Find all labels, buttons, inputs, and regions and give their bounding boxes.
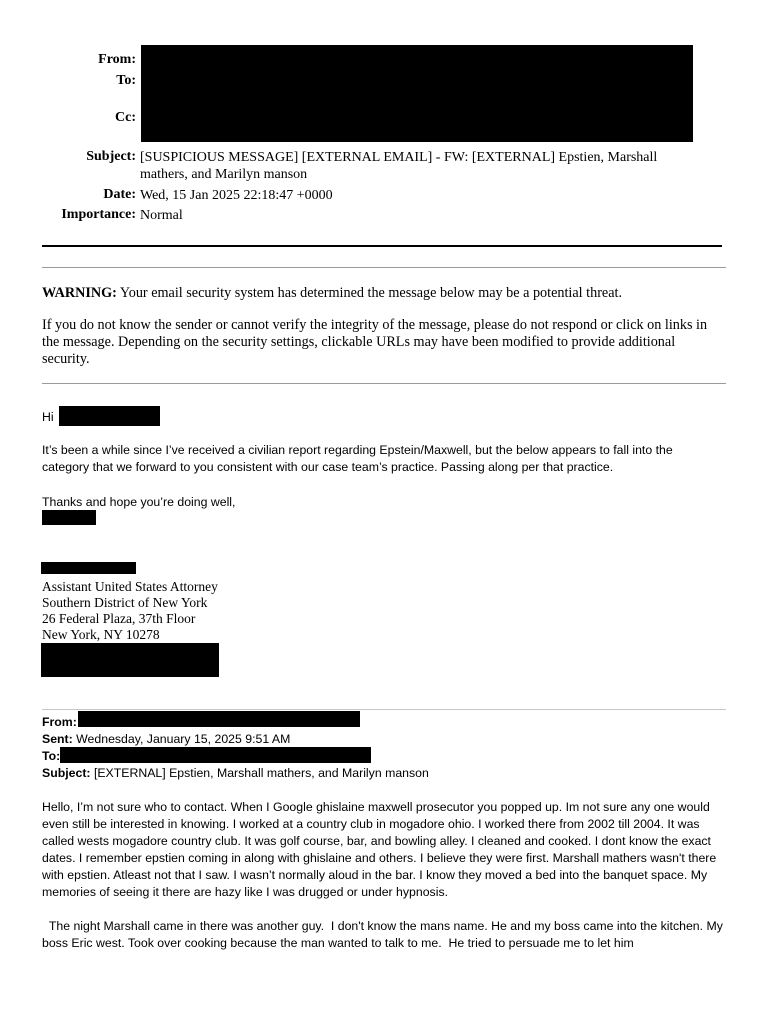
- forwarded-sent-label: Sent:: [42, 732, 73, 746]
- forwarded-sent: [42, 731, 722, 748]
- redaction-signature-name: [41, 562, 136, 574]
- forwarded-paragraph-2: The night Marshall came in there was another guy. I don't know the mans name. He and my boss came into the kitchen. My boss Eric west. Took over cooking because the man wanted to talk to me. He tried to persuade me to let him: [42, 919, 727, 950]
- forwarded-paragraph-1: Hello, I’m not sure who to contact. When I Google ghislaine maxwell prosecutor you popped up. Im not sure any one would even still be interested in knowing. I worked at a country club in mogadore ohio. I worked there from 2002 till 2004. It was called wests mogadore country club. It was golf course, bar, and bowling alley. I cleaned and cooked. I dont know the exact dates. I remember epstien coming in along with ghislaine and others. I believe they were first. Marshall mathers wasn't there with epstien. Atleast not that I saw. I wasn’t normally aloud in the bar. I know they moved a bed into the banquet space. My memories of seeing it there are hazy like I was drugged or under hypnosis.: [42, 800, 717, 899]
- warning-text: Your email security system has determined the message below may be a potential threat.: [119, 285, 622, 301]
- from-label: From:: [98, 52, 136, 67]
- forwarded-to-label: To:: [42, 749, 61, 763]
- redaction-forwarded-from: [78, 711, 360, 727]
- forward-divider: [42, 709, 726, 710]
- redaction-header-recipients: [141, 45, 693, 142]
- warning-top-divider: [42, 267, 726, 268]
- forwarded-subject-value: [EXTERNAL] Epstien, Marshall mathers, and Marilyn manson: [93, 766, 429, 780]
- date-value: Wed, 15 Jan 2025 22:18:47 +0000: [140, 188, 333, 203]
- signature-city: New York, NY 10278: [42, 627, 160, 642]
- warning-bottom-divider: [42, 383, 726, 384]
- date-label: Date:: [103, 187, 136, 202]
- forwarded-sent-value: Wednesday, January 15, 2025 9:51 AM: [76, 732, 291, 746]
- message-body: It’s been a while since I’ve received a civilian report regarding Epstein/Maxwell, but the below appears to fall into the category that we forward to you consistent with our case team’s practice. Passing along per that practice.: [42, 443, 673, 474]
- cc-label: Cc:: [115, 110, 136, 125]
- importance-value: Normal: [140, 208, 183, 223]
- redaction-sender-name: [42, 510, 96, 525]
- greeting: Hi: [42, 410, 54, 424]
- forwarded-from-label: From:: [42, 715, 77, 729]
- redaction-signature-contact: [41, 643, 219, 677]
- signature-address: 26 Federal Plaza, 37th Floor: [42, 611, 196, 626]
- importance-label: Importance:: [61, 207, 136, 222]
- forwarded-subject: [42, 765, 722, 782]
- subject-value-line1: [SUSPICIOUS MESSAGE] [EXTERNAL EMAIL] - FW: [EXTERNAL] Epstien, Marshall: [140, 150, 658, 165]
- message-closing: Thanks and hope you’re doing well,: [42, 495, 236, 509]
- warning-line: [42, 285, 722, 302]
- redaction-forwarded-to: [60, 747, 371, 763]
- redaction-recipient-name: [59, 406, 160, 426]
- warning-label: WARNING:: [42, 285, 117, 301]
- header-divider: [42, 245, 722, 247]
- to-label: To:: [116, 73, 136, 88]
- warning-detail: If you do not know the sender or cannot verify the integrity of the message, please do not respond or click on links in the message. Depending on the security settings, clickable URLs may have been modified to provide additional security.: [42, 317, 708, 367]
- signature-title: Assistant United States Attorney: [42, 579, 218, 594]
- signature-office: Southern District of New York: [42, 595, 208, 610]
- forwarded-subject-label: Subject:: [42, 766, 91, 780]
- subject-value-line2: mathers, and Marilyn manson: [140, 167, 308, 182]
- subject-label: Subject:: [86, 149, 136, 164]
